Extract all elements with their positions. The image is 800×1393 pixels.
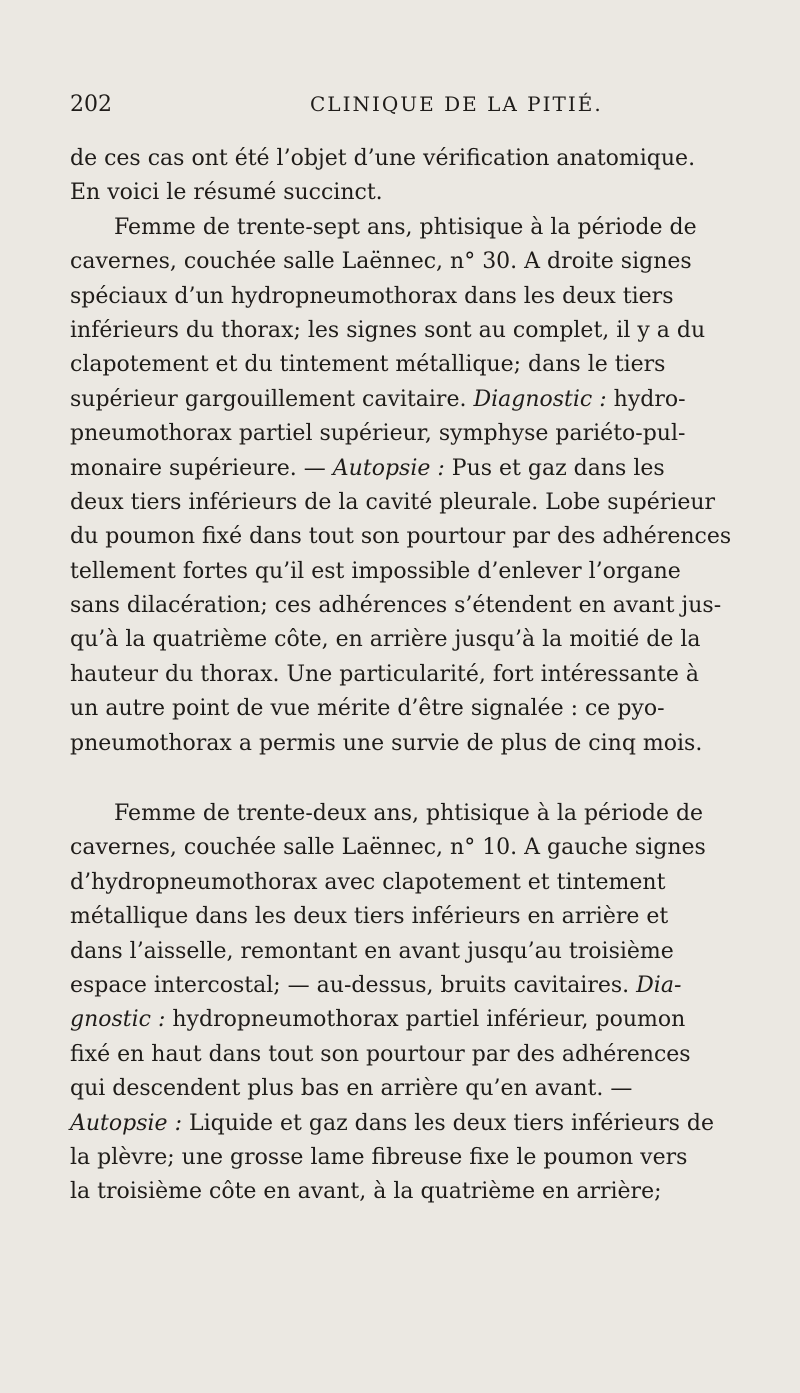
text-line: la plèvre; une grosse lame fibreuse fixe le poumon vers (70, 1144, 688, 1170)
page-number: 202 (70, 92, 112, 117)
text-line: du poumon fixé dans tout son pourtour par des adhérences (70, 524, 732, 550)
text-segment: hydropneumothorax partiel inférieur, poumon (172, 1007, 686, 1033)
italic-term: Autopsie : (332, 455, 445, 481)
page-header (70, 92, 760, 120)
italic-term: Diagnostic : (473, 386, 607, 412)
text-line: qu’à la quatrième côte, en arrière jusqu’à la moitié de la (70, 627, 701, 653)
italic-term: gnostic : (70, 1007, 166, 1033)
text-line: hauteur du thorax. Une particularité, fort intéressante à (70, 661, 700, 687)
text-segment: monaire supérieure. — (70, 455, 326, 481)
text-line: un autre point de vue mérite d’être signalée : ce pyo- (70, 696, 665, 722)
paragraph-gap (70, 761, 760, 797)
body-text (70, 142, 760, 1210)
text-line: d’hydropneumothorax avec clapotement et tintement (70, 869, 666, 895)
text-line: tellement fortes qu’il est impossible d’enlever l’organe (70, 558, 681, 584)
text-line: dans l’aisselle, remontant en avant jusqu’au troisième (70, 938, 674, 964)
text-line (70, 969, 760, 1003)
text-line: fixé en haut dans tout son pourtour par des adhérences (70, 1041, 691, 1067)
text-line: En voici le résumé succinct. (70, 180, 383, 206)
text-line: Femme de trente-deux ans, phtisique à la période de (114, 801, 704, 827)
text-line: inférieurs du thorax; les signes sont au complet, il y a du (70, 317, 706, 343)
text-line: la troisième côte en avant, à la quatrième en arrière; (70, 1179, 662, 1205)
text-line: pneumothorax a permis une survie de plus de cinq mois. (70, 730, 703, 756)
text-line: cavernes, couchée salle Laënnec, n° 30. A droite signes (70, 249, 692, 275)
text-segment: Pus et gaz dans les (451, 455, 665, 481)
text-line: pneumothorax partiel supérieur, symphyse pariéto-pul- (70, 421, 686, 447)
text-line: cavernes, couchée salle Laënnec, n° 10. A gauche signes (70, 835, 706, 861)
text-line (70, 1107, 760, 1141)
text-line: clapotement et du tintement métallique; dans le tiers (70, 352, 666, 378)
text-line: métallique dans les deux tiers inférieurs en arrière et (70, 904, 669, 930)
text-line (70, 452, 760, 486)
text-line (70, 1003, 760, 1037)
text-line: Femme de trente-sept ans, phtisique à la période de (114, 214, 697, 240)
italic-term: Autopsie : (70, 1110, 182, 1136)
text-segment: Liquide et gaz dans les deux tiers inférieurs de (188, 1110, 715, 1136)
text-line (70, 383, 760, 417)
text-line: qui descendent plus bas en arrière qu’en avant. — (70, 1076, 633, 1102)
text-segment: supérieur gargouillement cavitaire. (70, 386, 467, 412)
italic-term: Dia- (636, 972, 682, 998)
text-segment: hydro- (613, 386, 686, 412)
text-line: de ces cas ont été l’objet d’une vérification anatomique. (70, 146, 696, 171)
text-line: sans dilacération; ces adhérences s’étendent en avant jus- (70, 593, 722, 619)
running-head: CLINIQUE DE LA PITIÉ. (310, 92, 603, 116)
text-line: deux tiers inférieurs de la cavité pleurale. Lobe supérieur (70, 489, 716, 515)
text-segment: espace intercostal; — au-dessus, bruits cavitaires. (70, 972, 630, 998)
text-line: spéciaux d’un hydropneumothorax dans les deux tiers (70, 283, 674, 309)
